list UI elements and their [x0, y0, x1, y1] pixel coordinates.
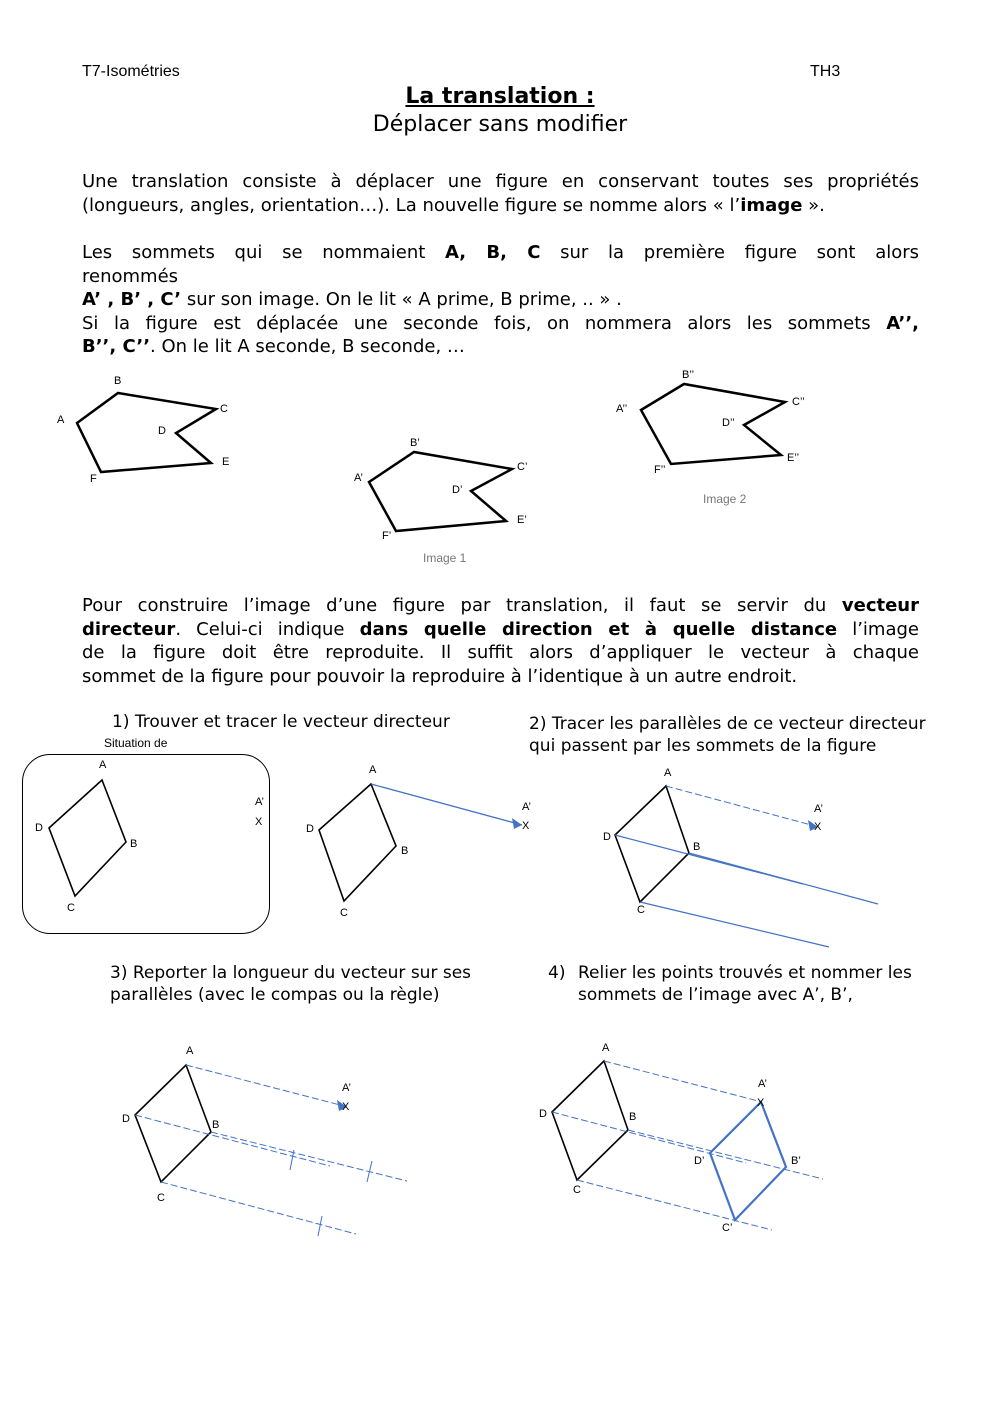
label-D-second: D’’	[722, 417, 735, 429]
step-4-number: 4)	[548, 963, 566, 983]
page-subtitle: Déplacer sans modifier	[372, 112, 628, 137]
label-D: D	[122, 1113, 130, 1125]
label-D-prime: D’	[452, 484, 463, 496]
label-B: B	[693, 841, 701, 853]
label-X: X	[757, 1097, 765, 1109]
label-B-prime: B’	[410, 437, 420, 449]
label-C-prime: C’	[722, 1222, 733, 1234]
label-B: B	[629, 1111, 637, 1123]
keyword-directeur: directeur	[82, 618, 176, 640]
quad-step-1b	[319, 784, 396, 901]
label-A-second: A’’	[616, 403, 628, 415]
label-F: F	[90, 473, 97, 485]
step-2-caption: 2) Tracer les parallèles de ce vecteur directeur qui passent par les sommets de la figure	[529, 714, 926, 756]
label-C: C	[637, 904, 645, 916]
parallel-A	[604, 1061, 762, 1102]
parallel-D	[552, 1112, 746, 1163]
method-text: l’image	[837, 618, 919, 640]
label-B: B	[401, 845, 409, 857]
label-C: C	[340, 907, 348, 919]
quad-image	[710, 1102, 786, 1220]
method-line: de la figure doit être reproduite. Il suffit alors d’appliquer le vecteur à chaque	[82, 642, 919, 663]
label-B: B	[212, 1119, 220, 1131]
label-D: D	[603, 831, 611, 843]
situation-label: Situation de	[104, 736, 168, 750]
label-D-prime: D’	[694, 1155, 705, 1167]
label-A-prime: A’	[522, 801, 531, 813]
label-C: C	[157, 1192, 165, 1204]
intro-line: Une translation consiste à déplacer une figure en conservant toutes ses propriétés	[82, 171, 919, 192]
label-C: C	[220, 403, 228, 415]
label-A: A	[664, 767, 672, 779]
label-C: C	[67, 902, 75, 914]
label-X: X	[342, 1101, 350, 1113]
vector-line	[371, 784, 522, 825]
intro-text: sur la première figure sont alors	[540, 242, 920, 263]
intro-text: ».	[802, 194, 825, 216]
header-right: TH3	[810, 63, 841, 80]
keyword-second: B’’, C’’	[82, 336, 151, 357]
label-A: A	[186, 1045, 194, 1057]
method-line: sommet de la figure pour pouvoir la reproduire à l’identique à un autre endroit.	[82, 665, 798, 687]
arrow-head	[512, 818, 522, 829]
parallel-A	[666, 786, 815, 826]
label-C-prime: C’	[517, 461, 528, 473]
compass-mark	[318, 1216, 322, 1236]
intro-text: . On le lit A seconde, B seconde, …	[150, 336, 465, 357]
label-E-prime: E’	[517, 514, 527, 526]
label-B-second: B’’	[682, 369, 695, 381]
label-X: X	[255, 816, 263, 828]
caption-image-2: Image 2	[703, 492, 747, 506]
intro-text: Les sommets qui se nommaient	[82, 242, 446, 263]
label-A: A	[369, 764, 377, 776]
intro-text: (longueurs, angles, orientation…). La nouvelle figure se nomme alors « l’	[82, 194, 741, 216]
page-title: La translation :	[405, 84, 595, 109]
method-text: . Celui-ci indique	[175, 618, 360, 640]
step-4-caption: Relier les points trouvés et nommer les sommets de l’image avec A’, B’,	[578, 963, 912, 1005]
label-D: D	[158, 425, 166, 437]
label-A: A	[57, 414, 65, 426]
keyword-prime: A’ , B’ , C’	[82, 289, 182, 310]
keyword-direction-distance: dans quelle direction et à quelle distance	[359, 618, 838, 640]
parallel-C	[161, 1182, 356, 1234]
label-B: B	[114, 375, 122, 387]
parallel-D	[135, 1115, 330, 1166]
step-1-caption: 1) Trouver et tracer le vecteur directeur	[112, 712, 450, 732]
intro-line: renommés	[82, 265, 179, 287]
label-C: C	[573, 1184, 581, 1196]
label-C-second: C’’	[792, 396, 805, 408]
quad-step-2	[615, 786, 689, 902]
quad-step-4	[552, 1061, 628, 1180]
parallel-B	[211, 1132, 407, 1181]
label-D: D	[306, 823, 314, 835]
quad-step-3	[135, 1065, 211, 1182]
label-A: A	[99, 759, 107, 771]
intro-text: Si la figure est déplacée une seconde fois, on nommera alors les sommets	[82, 312, 887, 334]
label-D: D	[539, 1108, 547, 1120]
parallel-C	[577, 1180, 772, 1230]
label-F-second: F’’	[654, 464, 666, 476]
parallel-C	[640, 902, 829, 947]
step-3-caption: 3) Reporter la longueur du vecteur sur ses parallèles (avec le compas ou la règle)	[110, 963, 472, 1005]
label-A: A	[602, 1042, 610, 1054]
label-X: X	[814, 821, 822, 833]
label-A-prime: A’	[758, 1078, 767, 1090]
label-B: B	[130, 838, 138, 850]
label-E-second: E’’	[787, 452, 800, 464]
method-text: Pour construire l’image d’une figure par translation, il faut se servir du	[82, 595, 842, 616]
label-B-prime: B’	[791, 1155, 801, 1167]
label-A-prime: A’	[255, 796, 264, 808]
parallel-A	[186, 1065, 344, 1106]
keyword-vecteur: vecteur	[841, 595, 919, 616]
label-F-prime: F’	[382, 530, 392, 542]
label-E: E	[222, 456, 230, 468]
label-A-prime: A’	[342, 1082, 351, 1094]
compass-mark	[290, 1150, 294, 1170]
parallel-B	[689, 853, 878, 904]
header-left: T7-Isométries	[82, 63, 180, 80]
label-A-prime: A’	[814, 803, 823, 815]
label-A-prime: A’	[354, 472, 363, 484]
label-D: D	[35, 822, 43, 834]
keyword-second: A’’,	[886, 312, 919, 334]
intro-text: sur son image. On le lit « A prime, B prime, .. » .	[181, 289, 622, 310]
caption-image-1: Image 1	[423, 551, 467, 565]
quad-step-1	[49, 780, 126, 896]
keyword-image: image	[740, 194, 803, 216]
label-X: X	[522, 820, 530, 832]
keyword-abc: A, B, C	[445, 242, 541, 263]
